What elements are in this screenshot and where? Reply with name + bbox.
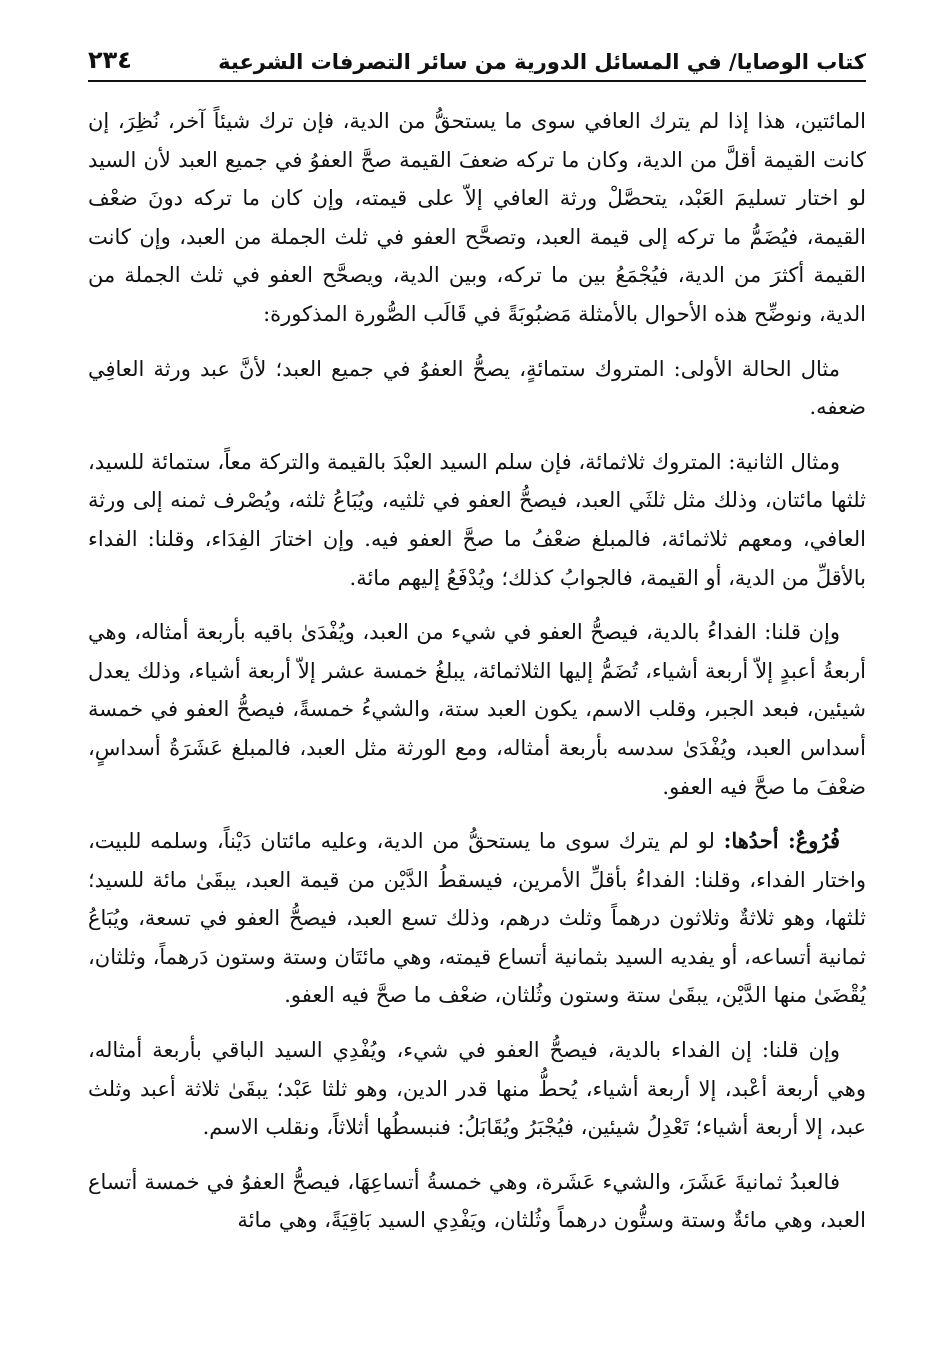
running-title: كتاب الوصايا/ في المسائل الدورية من سائر التصرفات الشرعية bbox=[218, 50, 866, 74]
paragraph-4: وإن قلنا: الفداءُ بالدية، فيصحُّ العفو في شيء من العبد، ويُفْدَىٰ باقيه بأربعة أمثاله، وهي أربعةُ أعبدٍ إلاّ أربعة أشياء، تُضَمُّ إليها الثلاثمائة، يبلغُ خمسة عشر إلاّ أربعة أشياء، وذلك يعدل شيئين، فبعد الجبر، وقلب الاسم، يكون العبد ستة، والشيءُ خمسةً، فيصحُّ العفو في خمسة أسداس العبد، ويُفْدَىٰ سدسه بأربعة أمثاله، ومع الورثة مثل العبد، فالمبلغ عَشَرَةُ أسداسٍ، ضعْفَ ما صحَّ فيه العفو. bbox=[88, 620, 866, 799]
paragraph-2: مثال الحالة الأولى: المتروك ستمائةٍ، يصحُّ العفوُ في جميع العبد؛ لأنَّ عبد ورثة العافِي ضعفه. bbox=[88, 356, 866, 420]
paragraph-3: ومثال الثانية: المتروك ثلاثمائة، فإن سلم السيد العبْدَ بالقيمة والتركة معاً، ستمائة للسيد، ثلثها مائتان، وذلك مثل ثلثَي العبد، فيصحُّ العفو في ثلثيه، ويُبَاعُ ثلثه، ويُصْرف ثمنه إلى ورثة العافي، ومعهم ثلاثمائة، فالمبلغ ضعْفُ ما صحَّ العفو فيه. وإن اختارَ الفِدَاء، وقلنا: الفداء بالأقلِّ من الدية، أو القيمة، فالجوابُ كذلك؛ ويُدْفَعُ إليهم مائة. bbox=[88, 449, 866, 590]
paragraph-1: المائتين، هذا إذا لم يترك العافي سوى ما يستحقُّ من الدية، فإن ترك شيئاً آخر، نُظِرَ، إن كانت القيمة أقلَّ من الدية، وكان ما تركه ضعفَ القيمة صحَّ العفوُ في جميع العبد لأن السيد لو اختار تسليمَ العَبْد، يتحصَّلْ ورثة العافي إلاّ على قيمته، وإن كان ما تركه دونَ ضعْف القيمة، فيُضَمُّ ما تركه إلى قيمة العبد، وتصحَّح العفو في ثلث الجملة من العبد، وإن كانت القيمة أكثرَ من الدية، فيُجْمَعُ بين ما تركه، وبين الدية، ويصحَّح العفو في ثلث الجملة من الدية، ونوضِّح هذه الأحوال بالأمثلة مَضبُوبَةً في قَالَب الصُّورة المذكورة: bbox=[88, 109, 866, 326]
book-page bbox=[88, 38, 866, 1256]
branches-heading: فُرُوعٌ: أحدُها: bbox=[723, 828, 840, 854]
page-body bbox=[88, 102, 866, 1240]
paragraph-5-text: لو لم يترك سوى ما يستحقُّ من الدية، وعليه مائتان دَيْناً، وسلمه للبيت، واختار الفداء، وقلنا: الفداءُ بأقلِّ الأمرين، فيسقطُ الدَّيْن من قيمة العبد، يبقَىٰ مائة للسيد؛ ثلثها، وهو ثلاثةٌ وثلاثون درهماً وثلث درهم، وذلك تسع العبد، فيصحُّ العفو في تسعة، ويُبَاعُ ثمانية أتساعه، أو يفديه السيد بثمانية أتساع قيمته، وهي مائتَان وستة وستون دَرهماً، وثلثان، يُقْضَىٰ منها الدَّيْن، يبقَىٰ ستة وستون وثُلثان، ضعْف ما صحَّ فيه العفو. bbox=[88, 829, 866, 1008]
page-header bbox=[88, 38, 866, 82]
paragraph-5 bbox=[88, 822, 866, 1015]
paragraph-6: وإن قلنا: إن الفداء بالدية، فيصحُّ العفو في شيء، ويُفْدِي السيد الباقي بأربعة أمثاله، وهي أربعة أعْبد، إلا أربعة أشياء، يُحطُّ منها قدر الدين، وهو ثلثا عَبْد؛ يبقَىٰ ثلاثة أعبد وثلث عبد، إلا أربعة أشياء؛ تَعْدِلُ شيئين، فيُجْبَرُ ويُقَابَلُ: فنبسطُها أثلاثاً، ونقلب الاسم. bbox=[88, 1038, 866, 1140]
page-number: ٢٣٤ bbox=[88, 46, 132, 74]
paragraph-7: فالعبدُ ثمانيةَ عَشَرَ، والشيء عَشَرة، وهي خمسةُ أتساعِهَا، فيصحُّ العفوُ في خمسة أتساع العبد، وهي مائةٌ وستة وستُّون درهماً وثُلثان، ويَفْدِي السيد بَاقِيَةً، وهي مائة bbox=[88, 1169, 866, 1233]
